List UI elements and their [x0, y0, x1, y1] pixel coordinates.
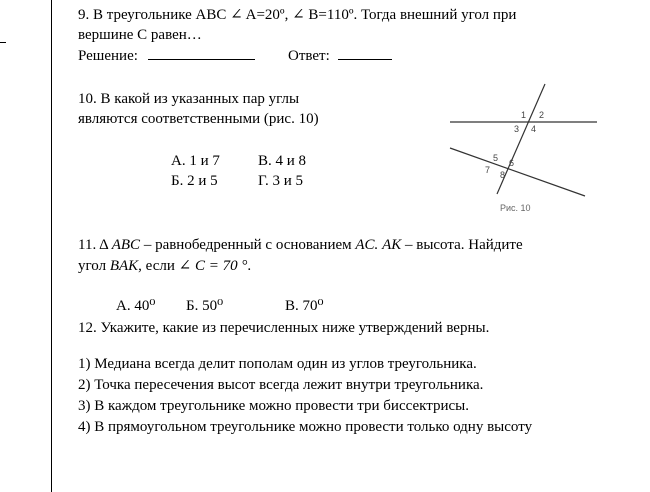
- angle-label-2: 2: [539, 110, 545, 120]
- q10-text-line1: 10. В какой из указанных пар углы: [78, 91, 300, 107]
- base-name: AC.: [355, 237, 379, 253]
- q11-text-part: – высота. Найдите: [401, 237, 523, 253]
- figure-caption: Рис. 10: [500, 203, 531, 213]
- q9-answer-blank[interactable]: [338, 47, 392, 60]
- margin-dash: [0, 42, 6, 43]
- q11-option-a[interactable]: А. 40⁰: [116, 298, 156, 314]
- q11-option-v[interactable]: В. 70⁰: [285, 298, 324, 314]
- angle-name: BAK: [109, 258, 139, 274]
- q12-statement-3: 3) В каждом треугольнике можно провести три биссектрисы.: [78, 398, 469, 414]
- height-name: AK: [382, 237, 402, 253]
- angle-label-7: 7: [485, 165, 491, 175]
- angle-condition: C = 70 °: [194, 258, 248, 274]
- option-letter: Г.: [258, 173, 269, 189]
- q11-text-part: , если ∠: [138, 258, 195, 274]
- angle-label-8: 8: [500, 170, 506, 180]
- triangle-name: ABC: [111, 237, 141, 253]
- q11-text-part: .: [247, 258, 252, 274]
- angle-label-1: 1: [521, 110, 527, 120]
- angle-label-3: 3: [514, 124, 520, 134]
- option-letter: В.: [258, 153, 272, 169]
- angle-label-6: 6: [509, 158, 515, 168]
- option-value: 1 и 7: [189, 153, 220, 169]
- q12-statement-1: 1) Медиана всегда делит пополам один из углов треугольника.: [78, 356, 477, 372]
- q12-title: 12. Укажите, какие из перечисленных ниже утверждений верны.: [78, 320, 490, 336]
- q9-text-line1: 9. В треугольнике ABC ∠ A=20º, ∠ B=110º. Тогда внешний угол при: [78, 7, 517, 23]
- angle-label-5: 5: [493, 153, 499, 163]
- q12-statement-4: 4) В прямоугольном треугольнике можно провести только одну высоту: [78, 419, 533, 435]
- option-value: 3 и 5: [272, 173, 304, 189]
- q10-text-line2: являются соответственными (рис. 10): [78, 111, 319, 127]
- q10-option-b[interactable]: [171, 172, 218, 190]
- q10-option-a[interactable]: [171, 152, 220, 170]
- q9-answer-label: Ответ:: [288, 48, 330, 64]
- q9-solution-blank[interactable]: [148, 47, 255, 60]
- option-value: 2 и 5: [187, 173, 218, 189]
- q9-solution-label: Решение:: [78, 48, 138, 64]
- q9-answer-row: [288, 47, 392, 65]
- q9-text-line2: вершине С равен…: [78, 27, 202, 43]
- angle-label-4: 4: [531, 124, 537, 134]
- option-letter: А.: [171, 153, 186, 169]
- q11-text-part: угол: [78, 258, 110, 274]
- delta-symbol: Δ: [99, 237, 108, 253]
- option-letter: Б.: [171, 173, 184, 189]
- q11-text-line2: [78, 257, 251, 275]
- q11-option-b[interactable]: Б. 50⁰: [186, 298, 224, 314]
- q11-number: 11.: [78, 237, 97, 253]
- left-margin-line: [51, 0, 52, 492]
- q12-statement-2: 2) Точка пересечения высот всегда лежит внутри треугольника.: [78, 377, 484, 393]
- option-value: 4 и 8: [275, 153, 307, 169]
- q9-solution-row: [78, 47, 255, 65]
- q11-text-part: – равнобедренный с основанием: [140, 237, 356, 253]
- q11-text-line1: [78, 236, 523, 254]
- q10-option-g[interactable]: [258, 172, 303, 190]
- oblique-line: [450, 148, 585, 196]
- figure-10-diagram: [445, 82, 605, 217]
- q10-option-v[interactable]: [258, 152, 306, 170]
